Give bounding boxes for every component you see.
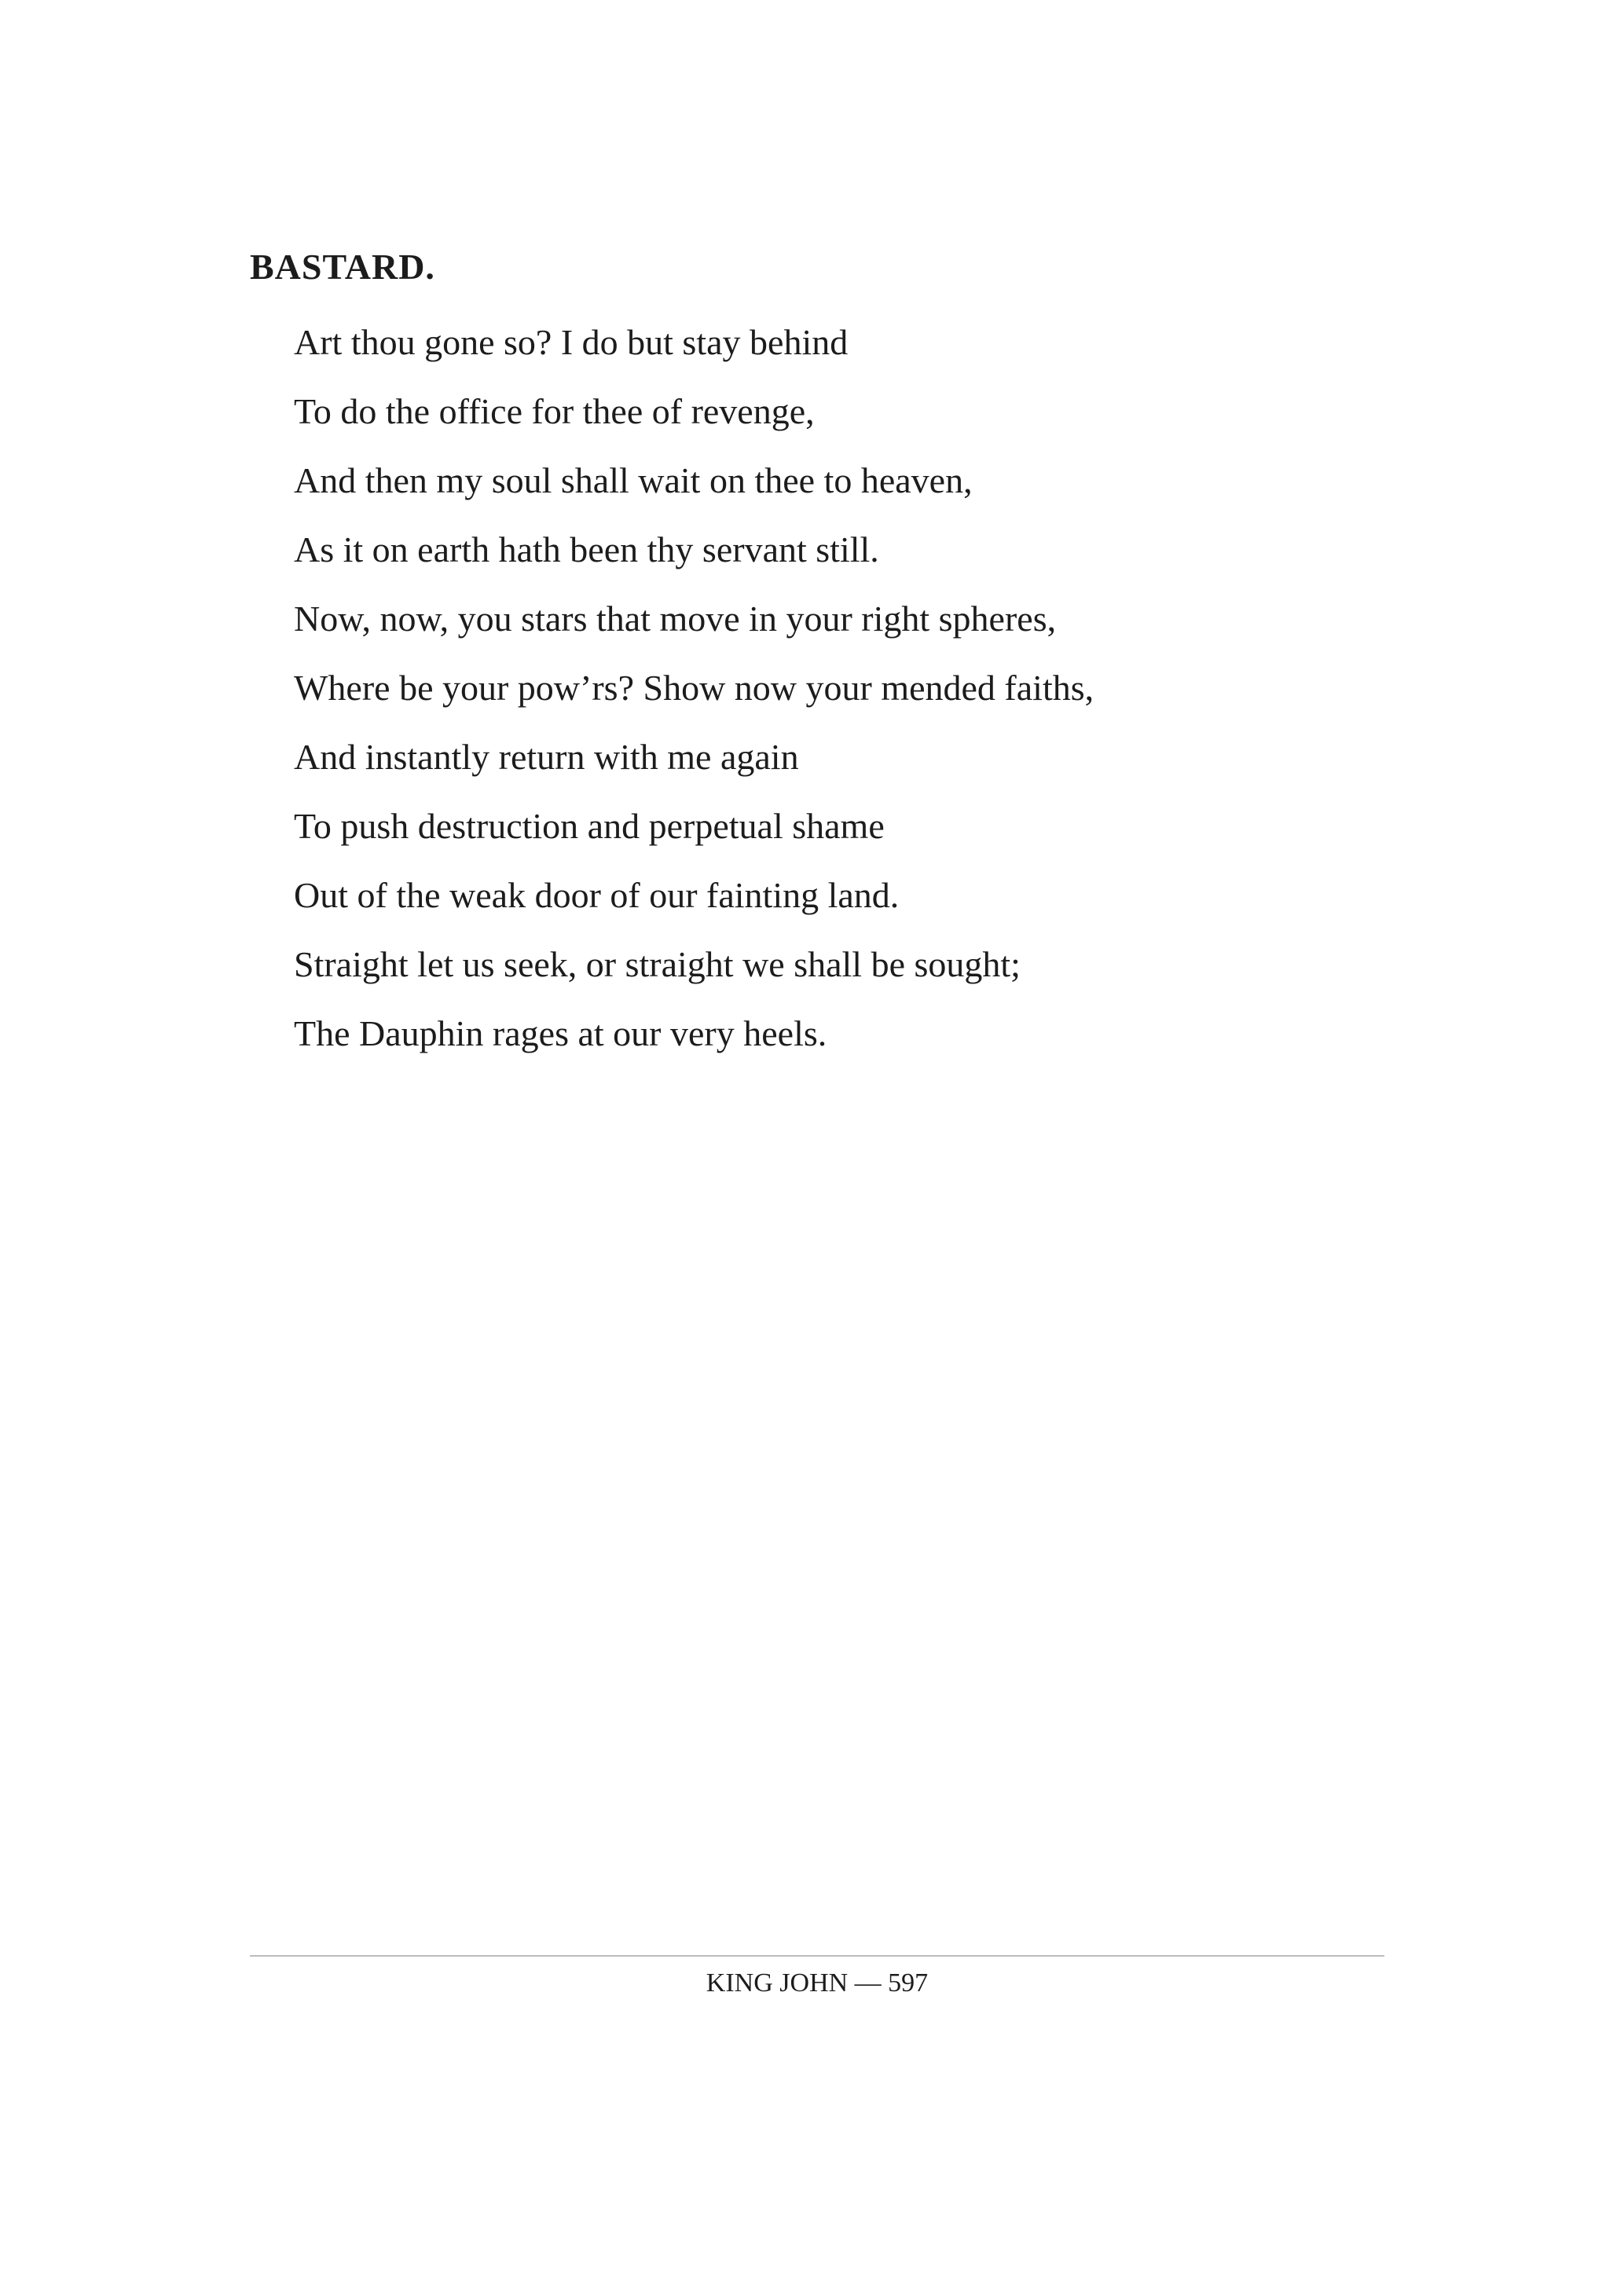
verse-line: Now, now, you stars that move in your right spheres, — [294, 599, 1057, 639]
verse-line: To push destruction and perpetual shame — [294, 806, 885, 846]
verse-line: And instantly return with me again — [294, 737, 799, 777]
verse-line: As it on earth hath been thy servant still. — [294, 529, 879, 569]
verse-line: And then my soul shall wait on thee to heaven, — [294, 460, 973, 500]
speaker-name: BASTARD. — [250, 247, 435, 287]
verse-line: Where be your pow’rs? Show now your mended faiths, — [294, 668, 1094, 708]
verse-block — [294, 308, 1094, 1068]
page-footer: KING JOHN — 597 — [706, 1968, 929, 1998]
verse-line: Art thou gone so? I do but stay behind — [294, 322, 849, 362]
footer-divider — [250, 1955, 1384, 1957]
verse-line: Straight let us seek, or straight we shall be sought; — [294, 944, 1021, 984]
verse-line: To do the office for thee of revenge, — [294, 391, 815, 431]
verse-line: Out of the weak door of our fainting land. — [294, 875, 900, 915]
verse-line: The Dauphin rages at our very heels. — [294, 1013, 827, 1053]
